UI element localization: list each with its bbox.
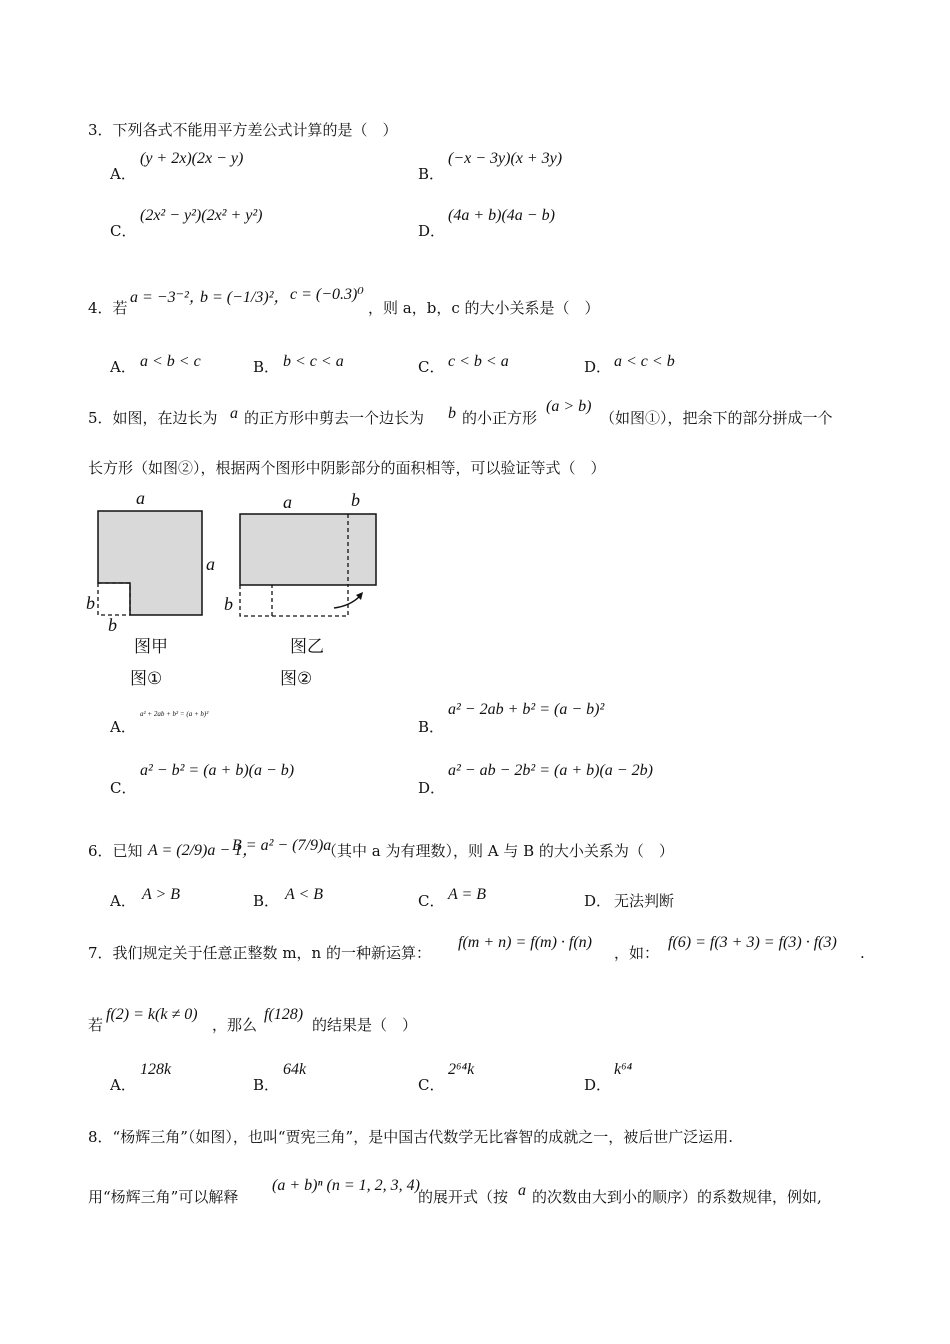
q3-option-c-expr: (2x² − y²)(2x² + y²) [140,207,263,224]
q6-tail: （其中 a 为有理数），则 A 与 B 的大小关系为（ ） [322,842,674,860]
q4-option-c-expr: c < b < a [448,353,509,370]
fig1-cut-square-edge [98,583,130,615]
q5-option-b-expr: a² − 2ab + b² = (a − b)² [448,701,605,718]
q5-option-d-expr: a² − ab − 2b² = (a + b)(a − 2b) [448,762,653,779]
fig1-label-b-bottom: b [108,615,117,635]
q5-option-a-expr: a² + 2ab + b² = (a + b)² [140,710,209,718]
q6-number: 6．已知 [88,842,143,860]
q5-option-c-letter: C． [110,779,137,797]
fig2-caption: 图② [280,669,313,689]
fig1-cut-square [98,583,130,615]
q4-cond-a: a = −3⁻²， [130,289,205,306]
fig2-label-b-left: b [224,594,233,614]
q7-line2c: 的结果是（ ） [312,1016,418,1034]
q8-line1: 8．“杨辉三角”（如图），也叫“贾宪三角”，是中国古代数学无比睿智的成就之一，被后世广泛运用. [88,1128,733,1146]
q3-option-d-expr: (4a + b)(4a − b) [448,207,555,224]
q3-option-a-expr: (y + 2x)(2x − y) [140,150,244,167]
q7-cond: f(2) = k(k ≠ 0) [106,1006,198,1023]
q7-option-c-letter: C． [418,1076,445,1094]
fig1-caption-jia: 图甲 [134,637,168,657]
q8-line2c: 的次数由大到小的顺序）的系数规律，例如, [532,1188,822,1206]
q5-figure [80,488,390,693]
q3-stem: 3．下列各式不能用平方差公式计算的是（ ） [88,121,398,139]
q5-line1a: 5．如图，在边长为 [88,409,218,427]
fig2-caption-yi: 图乙 [290,637,324,657]
q7-option-d-expr: k⁶⁴ [614,1061,633,1078]
q5-option-d-letter: D． [418,779,446,797]
q5-option-c-expr: a² − b² = (a + b)(a − b) [140,762,295,779]
fig2-label-b-top: b [351,490,360,510]
q6-option-d-text: 无法判断 [614,892,675,910]
q7-option-d-letter: D． [584,1076,612,1094]
q4-option-b-letter: B． [253,358,280,376]
q5-var-b: b [448,405,456,422]
q3-option-d-letter: D． [418,222,446,240]
q4-number: 4．若 [88,299,128,317]
q8-var-a: a [518,1182,526,1199]
q4-option-a-letter: A． [110,358,136,376]
q7-option-b-letter: B． [253,1076,280,1094]
q7-line2a: 若 [88,1016,104,1034]
fig1-caption: 图① [130,669,163,689]
fig1-label-b-left: b [86,593,95,613]
q5-condition: (a > b) [546,398,592,415]
q8-line2a: 用“杨辉三角”可以解释 [88,1188,239,1206]
q6-expr-b: B = a² − (7/9)a [232,837,332,854]
q5-line2: 长方形（如图②），根据两个图形中阴影部分的面积相等，可以验证等式（ ） [88,459,606,477]
q3-option-a-letter: A． [110,165,136,183]
q4-option-a-expr: a < b < c [140,353,201,370]
q4-option-d-letter: D． [584,358,612,376]
q6-option-b-letter: B． [253,892,280,910]
q8-line2b: 的展开式（按 [418,1188,509,1206]
q5-option-a-letter: A． [110,718,136,736]
q7-target: f(128) [264,1006,304,1023]
fig2-label-a: a [283,492,292,512]
q4-option-c-letter: C． [418,358,445,376]
q4-cond-b: b = (−1/3)²， [200,289,290,306]
q7-option-b-expr: 64k [283,1061,307,1078]
q4-cond-c: c = (−0.3)⁰ [290,286,364,303]
fig1-label-a-right: a [206,554,215,574]
q6-option-c-expr: A = B [448,886,487,903]
q6-option-d-letter: D． [584,892,612,910]
q7-example: f(6) = f(3 + 3) = f(3) · f(3) [668,934,837,951]
fig2-shaded-rect [240,514,376,585]
q3-option-b-letter: B． [418,165,445,183]
q7-mid: ，如： [614,944,660,962]
q6-option-b-expr: A < B [285,886,324,903]
q3-option-b-expr: (−x − 3y)(x + 3y) [448,150,563,167]
q7-rule: f(m + n) = f(m) · f(n) [458,934,593,951]
q3-option-c-letter: C． [110,222,137,240]
fig2-move-arrow [334,596,360,608]
q6-option-a-letter: A． [110,892,136,910]
q7-option-c-expr: 2⁶⁴k [448,1061,475,1078]
fig1-shaded-region [98,511,202,615]
q6-option-a-expr: A > B [142,886,181,903]
q5-line1c: 的小正方形 [462,409,538,427]
q5-line1d: （如图①），把余下的部分拼成一个 [600,409,833,427]
fig2-small-square [240,585,272,616]
q7-option-a-letter: A． [110,1076,136,1094]
fig2-moved-strip [272,585,348,616]
q4-option-d-expr: a < c < b [614,353,675,370]
q5-line1b: 的正方形中剪去一个边长为 [244,409,425,427]
q5-option-b-letter: B． [418,718,445,736]
q6-option-c-letter: C． [418,892,445,910]
q7-line2b: ，那么 [212,1016,258,1034]
q7-line1: 7．我们规定关于任意正整数 m，n 的一种新运算： [88,944,431,962]
q6-expr-a: A = (2/9)a − 1， [148,842,259,859]
q7-option-a-expr: 128k [140,1061,172,1078]
q4-option-b-expr: b < c < a [283,353,344,370]
q8-expr: (a + b)ⁿ (n = 1, 2, 3, 4) [272,1177,420,1194]
fig1-label-a-top: a [136,488,145,508]
q4-tail: ，则 a，b，c 的大小关系是（ ） [368,299,600,317]
q5-var-a: a [230,405,238,422]
q7-end: . [860,944,865,962]
